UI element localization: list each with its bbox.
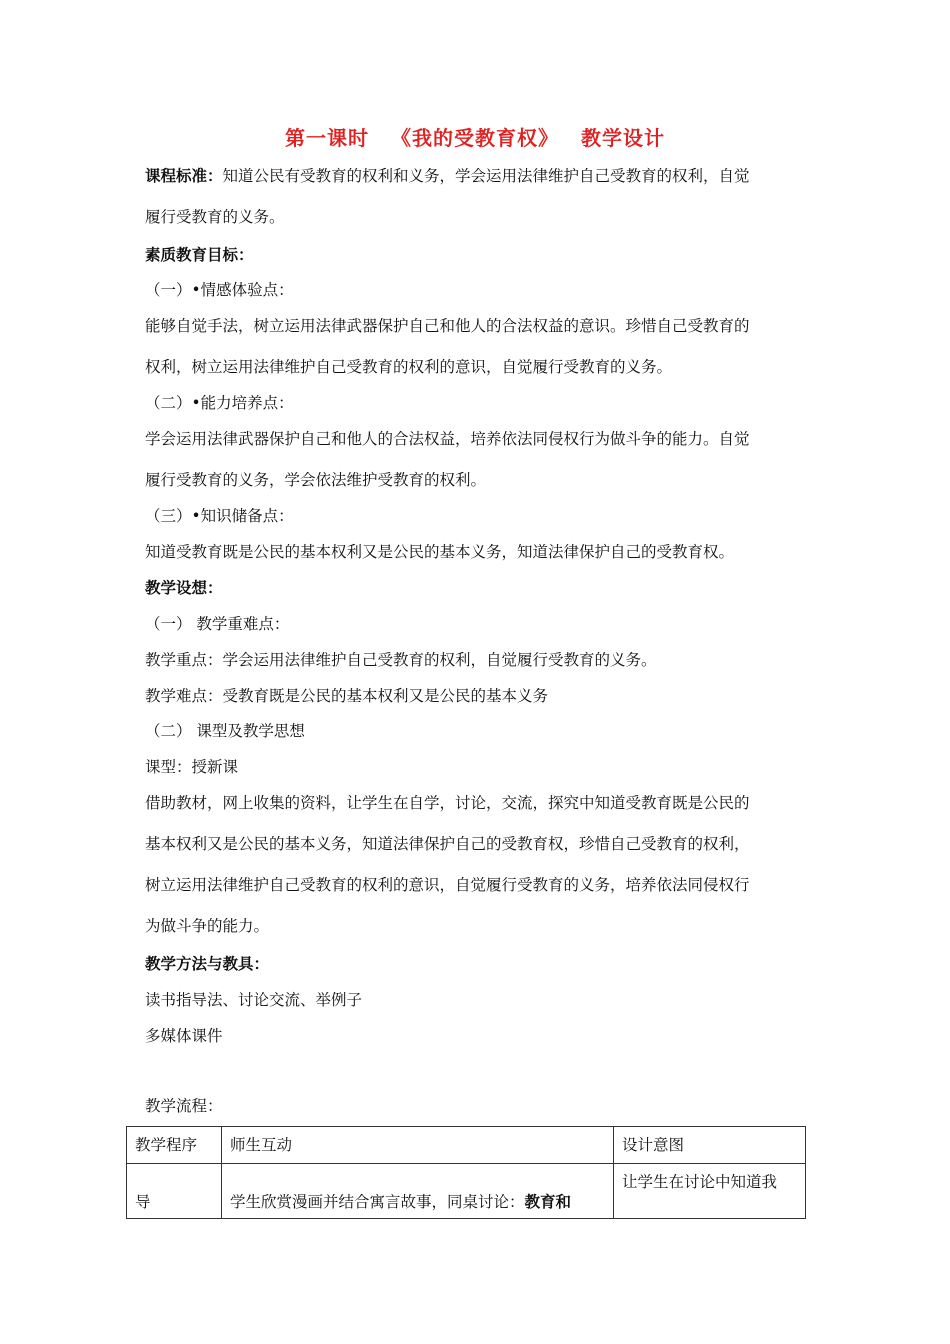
emotion-label: （一）•情感体验点：	[145, 281, 294, 299]
page-title: 第一课时 《我的受教育权》 教学设计	[285, 126, 665, 150]
table-header-row	[127, 1127, 806, 1164]
curriculum-line-1	[145, 166, 750, 186]
key-point: 教学重点：学会运用法律维护自己受教育的权利，自觉履行受教育的义务。	[145, 651, 657, 669]
row-interaction-bold: 教育和	[524, 1193, 572, 1211]
knowledge-label: （三）•知识储备点：	[145, 507, 294, 525]
curriculum-label: 课程标准：	[145, 167, 223, 185]
emotion-text-2: 权利，树立运用法律维护自己受教育的权利的意识，自觉履行受教育的义务。	[145, 358, 673, 376]
idea-text-2: 基本权利又是公民的基本义务，知道法律保护自己的受教育权，珍惜自己受教育的权利，	[145, 835, 750, 853]
ability-label: （二）•能力培养点：	[145, 394, 294, 412]
flow-heading: 教学流程：	[145, 1097, 223, 1115]
ability-text-2: 履行受教育的义务，学会依法维护受教育的权利。	[145, 471, 487, 489]
idea-text-1: 借助教材，网上收集的资料，让学生在自学，讨论，交流，探究中知道受教育既是公民的	[145, 794, 750, 812]
row-intent: 让学生在讨论中知道我	[614, 1164, 806, 1219]
key-label: （一） 教学重难点：	[145, 615, 290, 633]
idea-text-3: 树立运用法律维护自己受教育的权利的意识，自觉履行受教育的义务，培养依法同侵权行	[145, 876, 750, 894]
row-step: 导	[127, 1164, 222, 1219]
lesson-type: 课型：授新课	[145, 758, 239, 776]
curriculum-text-1: 知道公民有受教育的权利和义务，学会运用法律维护自己受教育的权利，自觉	[222, 167, 750, 185]
methods-heading: 教学方法与教具：	[145, 955, 270, 973]
type-label: （二） 课型及教学思想	[145, 722, 305, 740]
idea-text-4: 为做斗争的能力。	[145, 917, 270, 935]
method-2: 多媒体课件	[145, 1027, 223, 1045]
design-heading: 教学设想：	[145, 579, 223, 597]
header-interaction: 师生互动	[222, 1127, 614, 1164]
goals-heading: 素质教育目标：	[145, 246, 254, 264]
flow-table	[126, 1126, 806, 1219]
header-intent: 设计意图	[614, 1127, 806, 1164]
method-1: 读书指导法、讨论交流、举例子	[145, 991, 363, 1009]
emotion-text-1: 能够自觉手法，树立运用法律武器保护自己和他人的合法权益的意识。珍惜自己受教育的	[145, 317, 750, 335]
table-row	[127, 1164, 806, 1219]
row-interaction	[222, 1164, 614, 1219]
curriculum-text-2: 履行受教育的义务。	[145, 208, 285, 226]
difficult-point: 教学难点：受教育既是公民的基本权利又是公民的基本义务	[145, 687, 549, 705]
row-interaction-text: 学生欣赏漫画并结合寓言故事，同桌讨论：	[230, 1193, 525, 1211]
header-step: 教学程序	[127, 1127, 222, 1164]
knowledge-text-1: 知道受教育既是公民的基本权利又是公民的基本义务，知道法律保护自己的受教育权。	[145, 543, 735, 561]
ability-text-1: 学会运用法律武器保护自己和他人的合法权益，培养依法同侵权行为做斗争的能力。自觉	[145, 430, 750, 448]
